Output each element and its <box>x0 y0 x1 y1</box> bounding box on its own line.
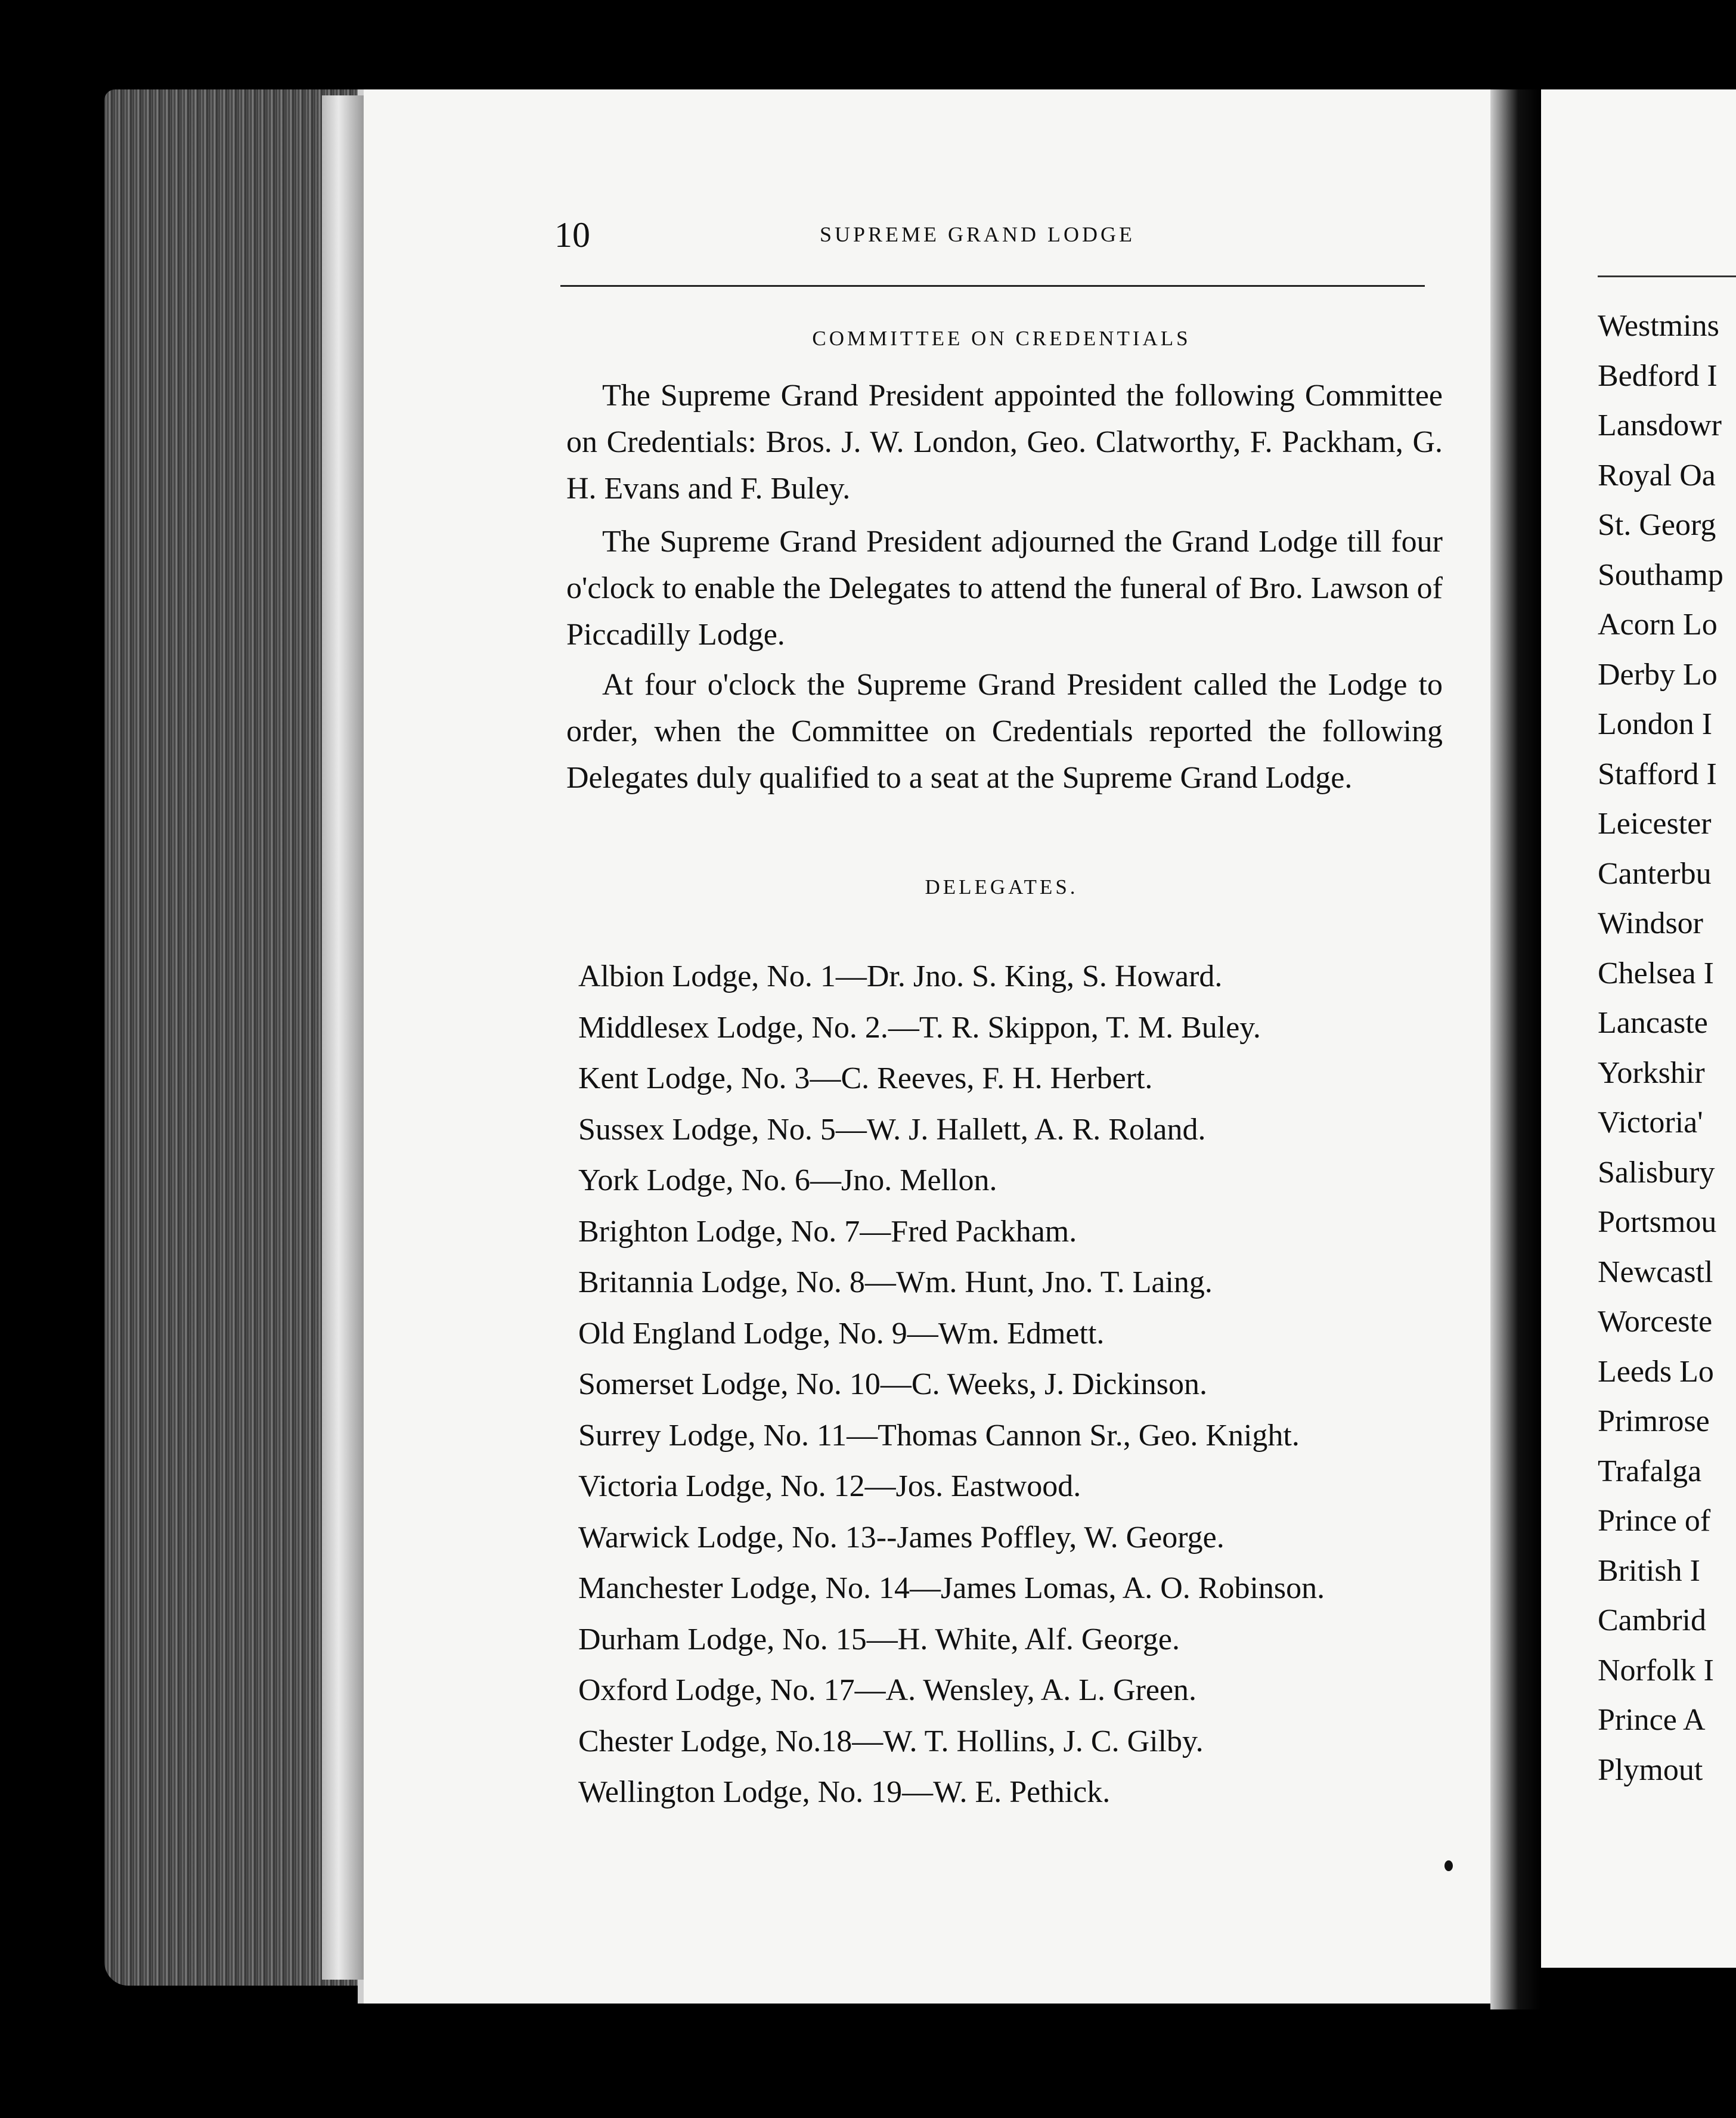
delegate-entry: Surrey Lodge, No. 11—Thomas Cannon Sr., Geo. Knight. <box>578 1418 1300 1453</box>
right-page-fragment: Plymout <box>1598 1752 1703 1787</box>
right-page-fragment: Leicester <box>1598 807 1712 841</box>
right-page-rule <box>1598 275 1736 277</box>
right-page-fragment: Lancaste <box>1598 1006 1708 1040</box>
right-page-fragment: British I <box>1598 1553 1700 1588</box>
right-page-fragment: Norfolk I <box>1598 1653 1714 1687</box>
right-page-fragment: Bedford I <box>1598 358 1718 393</box>
delegate-entry: Wellington Lodge, No. 19—W. E. Pethick. <box>578 1775 1111 1809</box>
committee-paragraph-3: At four o'clock the Supreme Grand President called the Lodge to order, when the Committee on Credentials reported the following Delegates duly qualified to a seat at the Supreme Grand Lodge. <box>566 668 1443 795</box>
running-head <box>554 215 1425 262</box>
delegate-entry: Chester Lodge, No.18—W. T. Hollins, J. C. Gilby. <box>578 1724 1204 1758</box>
right-page-fragment: Primrose <box>1598 1404 1710 1438</box>
right-page-fragment: Salisbury <box>1598 1155 1715 1190</box>
right-page-fragment: Canterbu <box>1598 856 1712 891</box>
delegate-entry: Albion Lodge, No. 1—Dr. Jno. S. King, S. Howard. <box>578 959 1223 993</box>
delegate-entry: Somerset Lodge, No. 10—C. Weeks, J. Dickinson. <box>578 1367 1207 1401</box>
right-page-fragment: Yorkshir <box>1598 1055 1705 1090</box>
ink-speck <box>1444 1860 1453 1871</box>
right-page-fragment: Prince A <box>1598 1703 1706 1737</box>
right-page-fragment: Derby Lo <box>1598 657 1718 692</box>
delegate-entry: Durham Lodge, No. 15—H. White, Alf. George. <box>578 1622 1180 1656</box>
page-stack-edge <box>322 95 364 1980</box>
delegate-entry: Victoria Lodge, No. 12—Jos. Eastwood. <box>578 1469 1081 1503</box>
right-page-fragment: Chelsea I <box>1598 956 1714 990</box>
page-number: 10 <box>554 215 590 255</box>
right-page-fragment: Lansdowr <box>1598 408 1722 442</box>
right-page-fragment: Portsmou <box>1598 1205 1717 1239</box>
right-page-fragment: Windsor <box>1598 906 1703 940</box>
right-page-fragment: Acorn Lo <box>1598 608 1718 642</box>
committee-paragraph-1: The Supreme Grand President appointed the following Committee on Credentials: Bros. J. W. London, Geo. Clatworthy, F. Packham, G. H. Evans and F. Buley. <box>566 379 1443 506</box>
right-page-fragment: St. Georg <box>1598 508 1716 542</box>
right-page-fragment: Cambrid <box>1598 1603 1706 1637</box>
delegate-entry: Britannia Lodge, No. 8—Wm. Hunt, Jno. T. Laing. <box>578 1265 1213 1299</box>
right-page-fragment: Royal Oa <box>1598 458 1716 493</box>
header-rule <box>560 285 1425 287</box>
delegates-heading: DELEGATES. <box>925 875 1078 899</box>
delegate-entry: Old England Lodge, No. 9—Wm. Edmett. <box>578 1316 1105 1351</box>
right-page-fragment: Prince of <box>1598 1504 1711 1538</box>
right-page-fragment: Newcastl <box>1598 1255 1713 1289</box>
right-page-lodge-list <box>1598 301 1723 1795</box>
delegate-entry: Brighton Lodge, No. 7—Fred Packham. <box>578 1214 1077 1249</box>
delegate-entry: Manchester Lodge, No. 14—James Lomas, A. O. Robinson. <box>578 1571 1325 1605</box>
delegate-entry: Oxford Lodge, No. 17—A. Wensley, A. L. Green. <box>578 1673 1197 1707</box>
right-page-fragment: Stafford I <box>1598 757 1717 791</box>
right-page-fragment: Victoria' <box>1598 1106 1703 1139</box>
delegate-entry: Kent Lodge, No. 3—C. Reeves, F. H. Herbert. <box>578 1061 1153 1095</box>
delegate-entry: Middlesex Lodge, No. 2.—T. R. Skippon, T. M. Buley. <box>578 1010 1261 1045</box>
right-page-fragment: Leeds Lo <box>1598 1354 1714 1389</box>
page-heading: SUPREME GRAND LODGE <box>820 222 1136 246</box>
right-page-fragment: Southamp <box>1598 558 1723 592</box>
delegate-list <box>578 951 1508 1818</box>
delegate-entry: Sussex Lodge, No. 5—W. J. Hallett, A. R. Roland. <box>578 1112 1206 1147</box>
delegate-entry: York Lodge, No. 6—Jno. Mellon. <box>578 1163 997 1197</box>
delegate-entry: Warwick Lodge, No. 13--James Poffley, W. George. <box>578 1520 1224 1555</box>
right-page-fragment: Trafalga <box>1598 1454 1702 1488</box>
right-page-fragment: Worceste <box>1598 1305 1713 1339</box>
right-page-fragment: Westmins <box>1598 309 1719 343</box>
committee-heading: COMMITTEE ON CREDENTIALS <box>812 327 1191 350</box>
committee-paragraph-2: The Supreme Grand President adjourned the Grand Lodge till four o'clock to enable the Delegates to attend the funeral of Bro. Lawson of Piccadilly Lodge. <box>566 525 1443 652</box>
right-page-fragment: London I <box>1598 707 1713 741</box>
